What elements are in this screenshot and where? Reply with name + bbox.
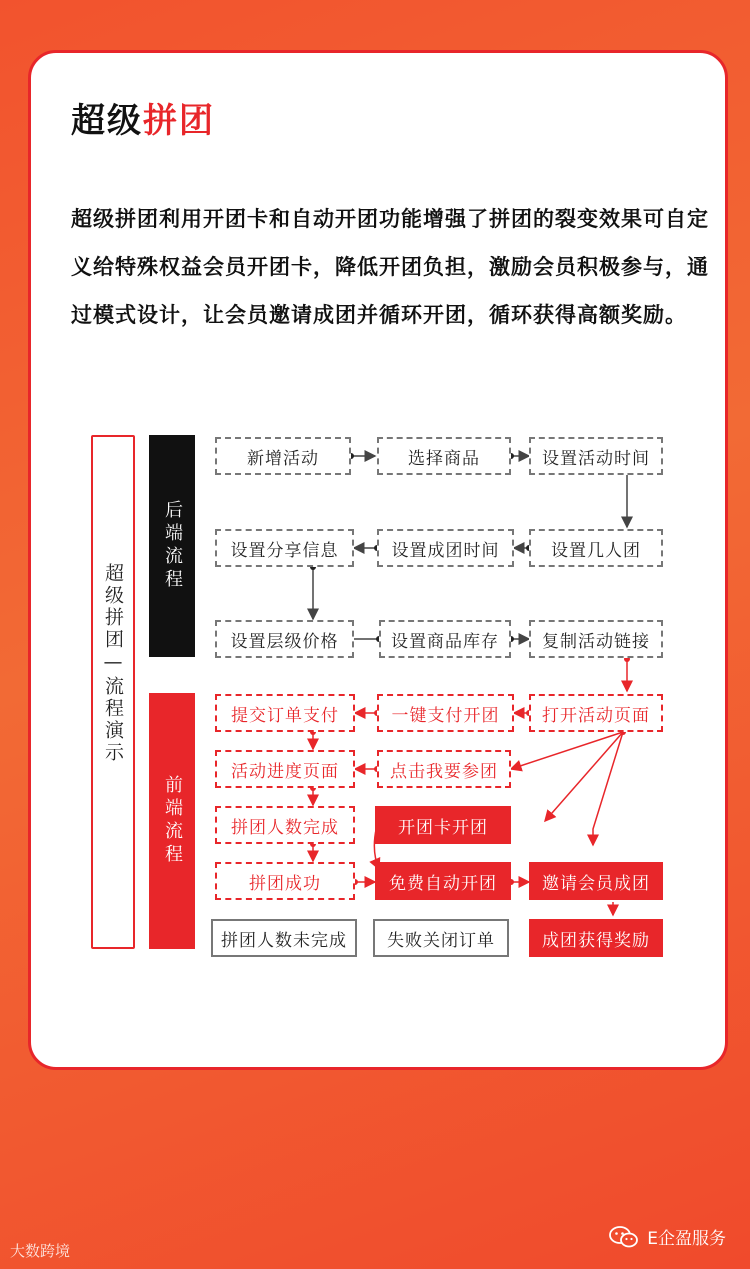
step-click-join: 点击我要参团 <box>377 750 511 788</box>
step-set-activity-time: 设置活动时间 <box>529 437 663 475</box>
step-submit-order: 提交订单支付 <box>215 694 355 732</box>
step-set-share-info: 设置分享信息 <box>215 529 354 567</box>
wechat-icon <box>609 1225 639 1249</box>
step-invite-members: 邀请会员成团 <box>529 862 663 900</box>
step-set-group-time: 设置成团时间 <box>377 529 514 567</box>
step-copy-link: 复制活动链接 <box>529 620 663 658</box>
step-new-activity: 新增活动 <box>215 437 351 475</box>
step-open-page: 打开活动页面 <box>529 694 663 732</box>
page-title <box>71 93 215 142</box>
step-free-auto-open: 免费自动开团 <box>375 862 511 900</box>
step-success: 拼团成功 <box>215 862 355 900</box>
footer-logo <box>10 1240 70 1261</box>
step-fail-close: 失败关闭订单 <box>373 919 509 957</box>
step-card-open: 开团卡开团 <box>375 806 511 844</box>
step-select-product: 选择商品 <box>377 437 511 475</box>
side-label: 超级拼团—流程演示 <box>102 563 124 764</box>
title-part2: 拼团 <box>143 101 215 141</box>
step-one-click-open: 一键支付开团 <box>377 694 514 732</box>
phase-front-label: 前端流程 <box>162 775 183 867</box>
step-progress-page: 活动进度页面 <box>215 750 355 788</box>
step-set-tier-price: 设置层级价格 <box>215 620 354 658</box>
title-part1: 超级 <box>71 101 143 141</box>
footer-brand <box>609 1224 726 1249</box>
footer-brand-text: E企盈服务 <box>647 1229 726 1249</box>
footer-logo-text: 大数跨境 <box>10 1242 71 1260</box>
flow-diagram <box>83 429 663 961</box>
content-card <box>28 50 728 1070</box>
step-set-stock: 设置商品库存 <box>379 620 511 658</box>
step-count-complete: 拼团人数完成 <box>215 806 355 844</box>
intro-paragraph: 超级拼团利用开团卡和自动开团功能增强了拼团的裂变效果可自定义给特殊权益会员开团卡，降低开团负担，激励会员积极参与，通过模式设计，让会员邀请成团并循环开团，循环获得高额奖励。 <box>71 207 709 327</box>
phase-back-label: 后端流程 <box>162 500 183 592</box>
step-count-incomplete: 拼团人数未完成 <box>211 919 357 957</box>
step-get-reward: 成团获得奖励 <box>529 919 663 957</box>
step-set-group-size: 设置几人团 <box>529 529 663 567</box>
